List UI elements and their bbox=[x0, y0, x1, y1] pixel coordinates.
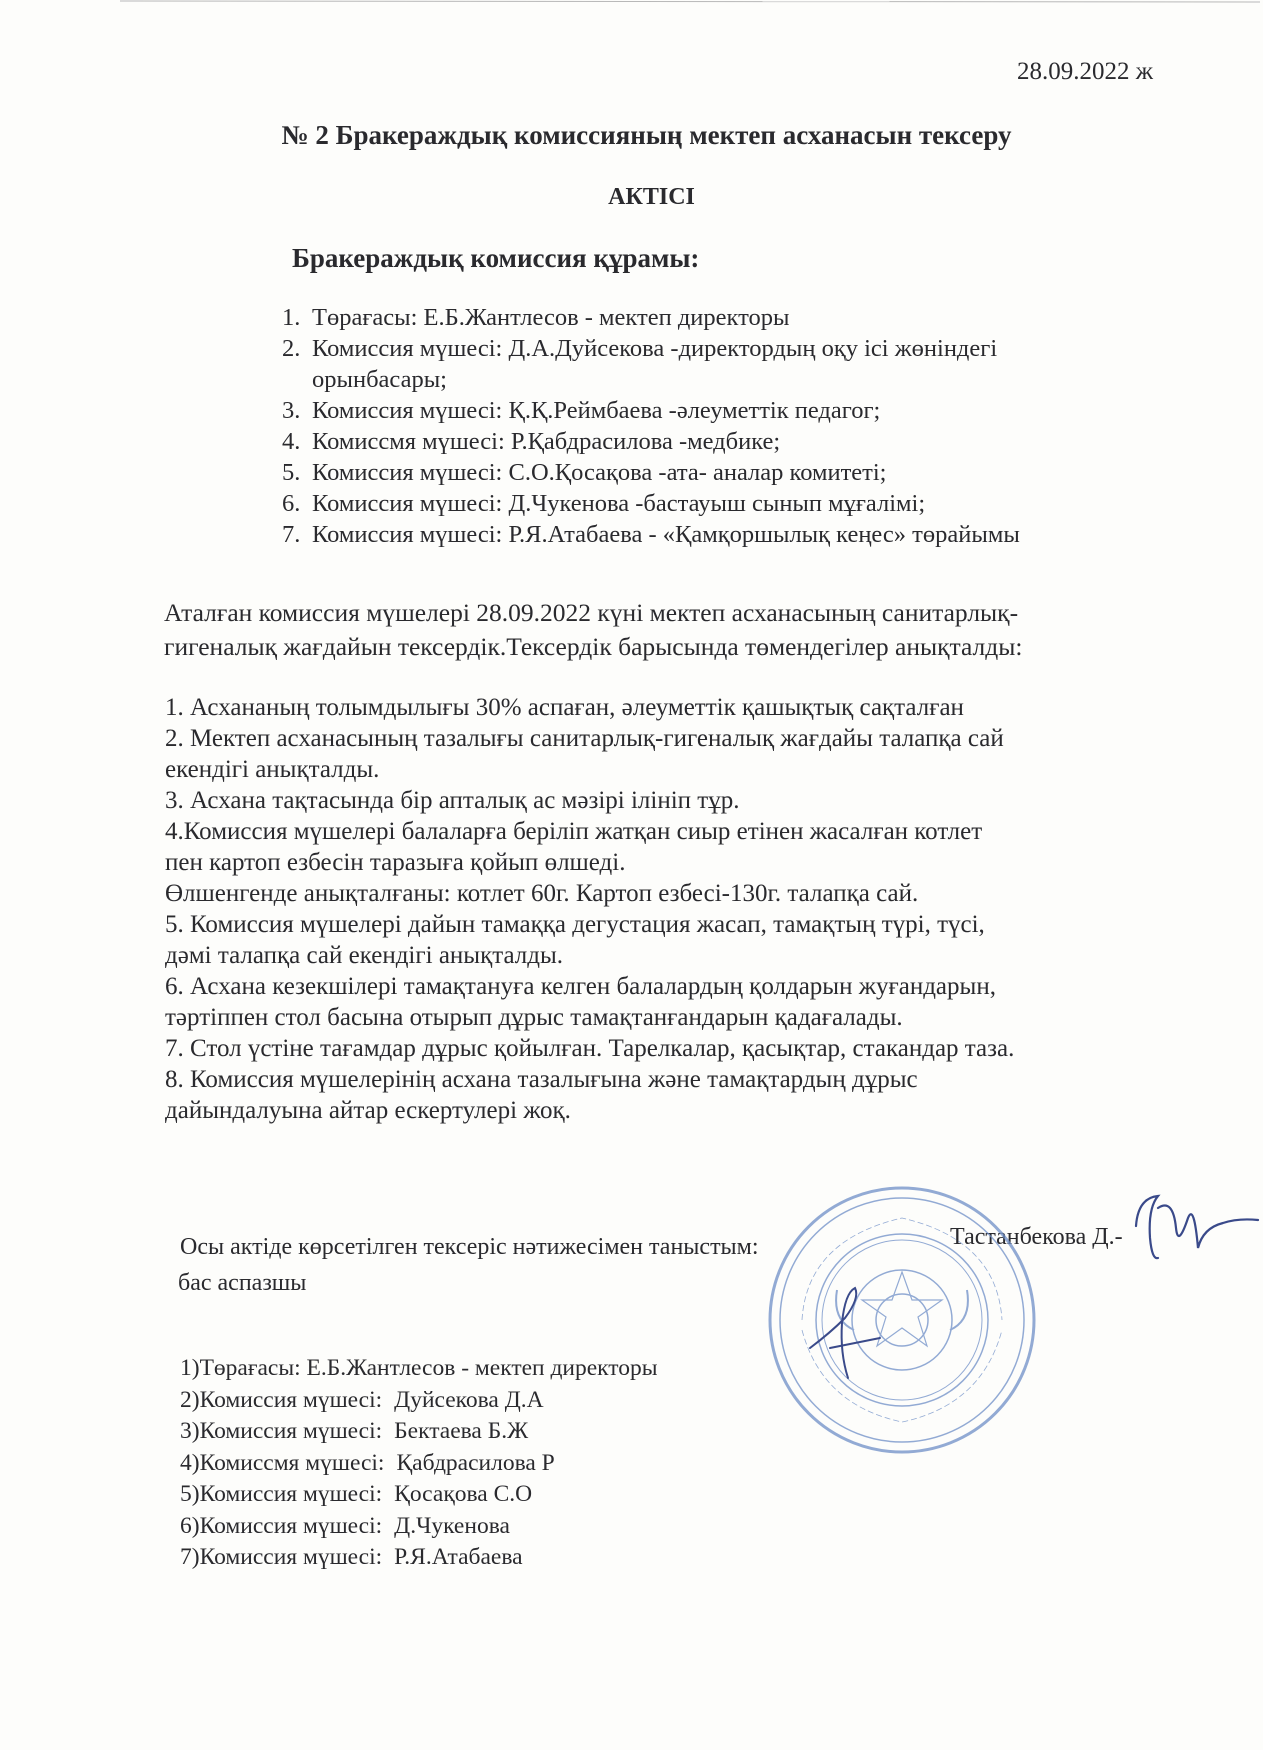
list-item-number: 3. bbox=[282, 397, 301, 424]
acknowledgement-text: Осы актіде көрсетілген тексеріс нәтижесімен таныстым: bbox=[180, 1234, 759, 1260]
list-item-text: орынбасары; bbox=[312, 366, 447, 393]
signer-name: Қосақова С.О bbox=[394, 1481, 533, 1507]
finding-line: 4.Комиссия мүшелері балаларға беріліп жатқан сиыр етінен жасалған котлет bbox=[165, 818, 983, 845]
signer-row bbox=[180, 1448, 658, 1480]
finding-line: дайындалуына айтар ескертулері жоқ. bbox=[165, 1097, 571, 1124]
signer-row bbox=[180, 1479, 658, 1511]
finding-line: 7. Стол үстіне тағамдар дұрыс қойылған. Тарелкалар, қасықтар, стакандар таза. bbox=[165, 1035, 1015, 1062]
signer-label: 6)Комиссия мүшесі: bbox=[180, 1512, 383, 1539]
finding-line: 8. Комиссия мүшелерінің асхана тазалығына және тамақтардың дұрыс bbox=[165, 1066, 918, 1093]
signer-label: 4)Комиссмя мүшесі: bbox=[180, 1449, 385, 1476]
list-item-text: Комиссия мүшесі: С.О.Қосақова -ата- аналар комитеті; bbox=[312, 459, 887, 486]
list-item-text: Төрағасы: Е.Б.Жантлесов - мектеп директоры bbox=[312, 304, 790, 331]
signer-row bbox=[180, 1353, 658, 1385]
scan-top-edge bbox=[120, 0, 1260, 4]
finding-line: 1. Асхананың толымдылығы 30% аспаған, әлеуметтік қашықтық сақталған bbox=[165, 694, 964, 721]
document-subtitle: АКТІСІ bbox=[608, 184, 695, 210]
document-date: 28.09.2022 ж bbox=[1016, 58, 1153, 85]
list-item-number: 6. bbox=[282, 490, 301, 517]
list-item bbox=[282, 395, 1020, 426]
finding-line: 2. Мектеп асханасының тазалығы санитарлық-гигеналық жағдайы талапқа сай bbox=[165, 725, 1004, 752]
list-item-text: Комиссия мүшесі: Р.Я.Атабаева - «Қамқоршылық кеңес» төрайымы bbox=[312, 521, 1020, 548]
director-signature-mark bbox=[800, 1278, 890, 1388]
finding-line: 6. Асхана кезекшілері тамақтануға келген балалардың қолдарын жуғандарын, bbox=[165, 973, 996, 1000]
finding-line: пен картоп езбесін таразыға қойып өлшеді. bbox=[165, 849, 626, 876]
list-item-text: Комиссия мүшесі: Д.А.Дуйсекова -директордың оқу ісі жөніндегі bbox=[312, 335, 998, 362]
list-item bbox=[282, 333, 1020, 364]
signer-name: Р.Я.Атабаева bbox=[394, 1544, 523, 1570]
signer-row bbox=[180, 1511, 658, 1543]
signer-label: 2)Комиссия мүшесі: bbox=[180, 1386, 383, 1413]
list-item-number: 7. bbox=[282, 521, 301, 548]
signer-label: 1)Төрағасы: Е.Б.Жантлесов - мектеп директоры bbox=[180, 1355, 658, 1381]
intro-line: гигеналық жағдайын тексердік.Тексердік барысында төмендегілер анықталды: bbox=[164, 632, 1023, 661]
document-title: № 2 Бракераждық комиссияның мектеп асханасын тексеру bbox=[281, 120, 1012, 150]
signature-mark bbox=[1128, 1188, 1263, 1268]
finding-line: тәртіппен стол басына отырып дұрыс тамақтанғандарын қадағалады. bbox=[165, 1004, 903, 1031]
intro-paragraph bbox=[164, 596, 1164, 664]
finding-line: дәмі талапқа сай екендігі анықталды. bbox=[165, 942, 564, 969]
list-item-number: 4. bbox=[282, 428, 301, 455]
finding-line: екендігі анықталды. bbox=[165, 756, 380, 783]
signer-row bbox=[180, 1385, 658, 1417]
signer-row bbox=[180, 1416, 658, 1448]
list-item bbox=[282, 519, 1020, 550]
list-item-text: Комиссия мүшесі: Д.Чукенова -бастауыш сынып мұғалімі; bbox=[312, 490, 926, 517]
finding-line: Өлшенгенде анықталғаны: котлет 60г. Картоп езбесі-130г. талапқа сай. bbox=[165, 880, 919, 907]
list-item-text: Комиссия мүшесі: Қ.Қ.Реймбаева -әлеуметтік педагог; bbox=[312, 397, 881, 424]
signer-label: 3)Комиссия мүшесі: bbox=[180, 1418, 383, 1444]
signer-name: Бектаева Б.Ж bbox=[394, 1418, 529, 1444]
findings-list bbox=[165, 692, 1165, 1126]
finding-line: 3. Асхана тақтасында бір апталық ас мәзірі ілініп тұр. bbox=[165, 787, 740, 814]
intro-line: Аталған комиссия мүшелері 28.09.2022 күні мектеп асханасының санитарлық- bbox=[164, 598, 1019, 627]
list-item bbox=[282, 457, 1020, 488]
signer-name: Д.Чукенова bbox=[394, 1512, 510, 1539]
finding-line: 5. Комиссия мүшелері дайын тамаққа дегустация жасап, тамақтың түрі, түсі, bbox=[165, 911, 985, 938]
signer-label: 5)Комиссия мүшесі: bbox=[180, 1481, 383, 1507]
list-item-continuation bbox=[282, 364, 1020, 395]
list-item-text: Комиссмя мүшесі: Р.Қабдрасилова -медбике; bbox=[312, 428, 781, 455]
acknowledgement-role: бас аспазшы bbox=[178, 1270, 307, 1296]
composition-heading: Бракераждық комиссия құрамы: bbox=[292, 243, 700, 273]
signers-list bbox=[180, 1353, 658, 1574]
members-list bbox=[282, 302, 1020, 550]
signer-name: Дуйсекова Д.А bbox=[394, 1386, 544, 1413]
signer-row bbox=[180, 1542, 658, 1574]
list-item-number: 5. bbox=[282, 459, 301, 486]
list-item bbox=[282, 426, 1020, 457]
list-item bbox=[282, 302, 1020, 333]
signer-label: 7)Комиссия мүшесі: bbox=[180, 1544, 383, 1570]
list-item bbox=[282, 488, 1020, 519]
list-item-number: 1. bbox=[282, 304, 301, 331]
signer-name: Қабдрасилова Р bbox=[396, 1449, 555, 1476]
list-item-number: 2. bbox=[282, 335, 301, 362]
acknowledgement-name: Тастанбекова Д.- bbox=[950, 1224, 1123, 1250]
